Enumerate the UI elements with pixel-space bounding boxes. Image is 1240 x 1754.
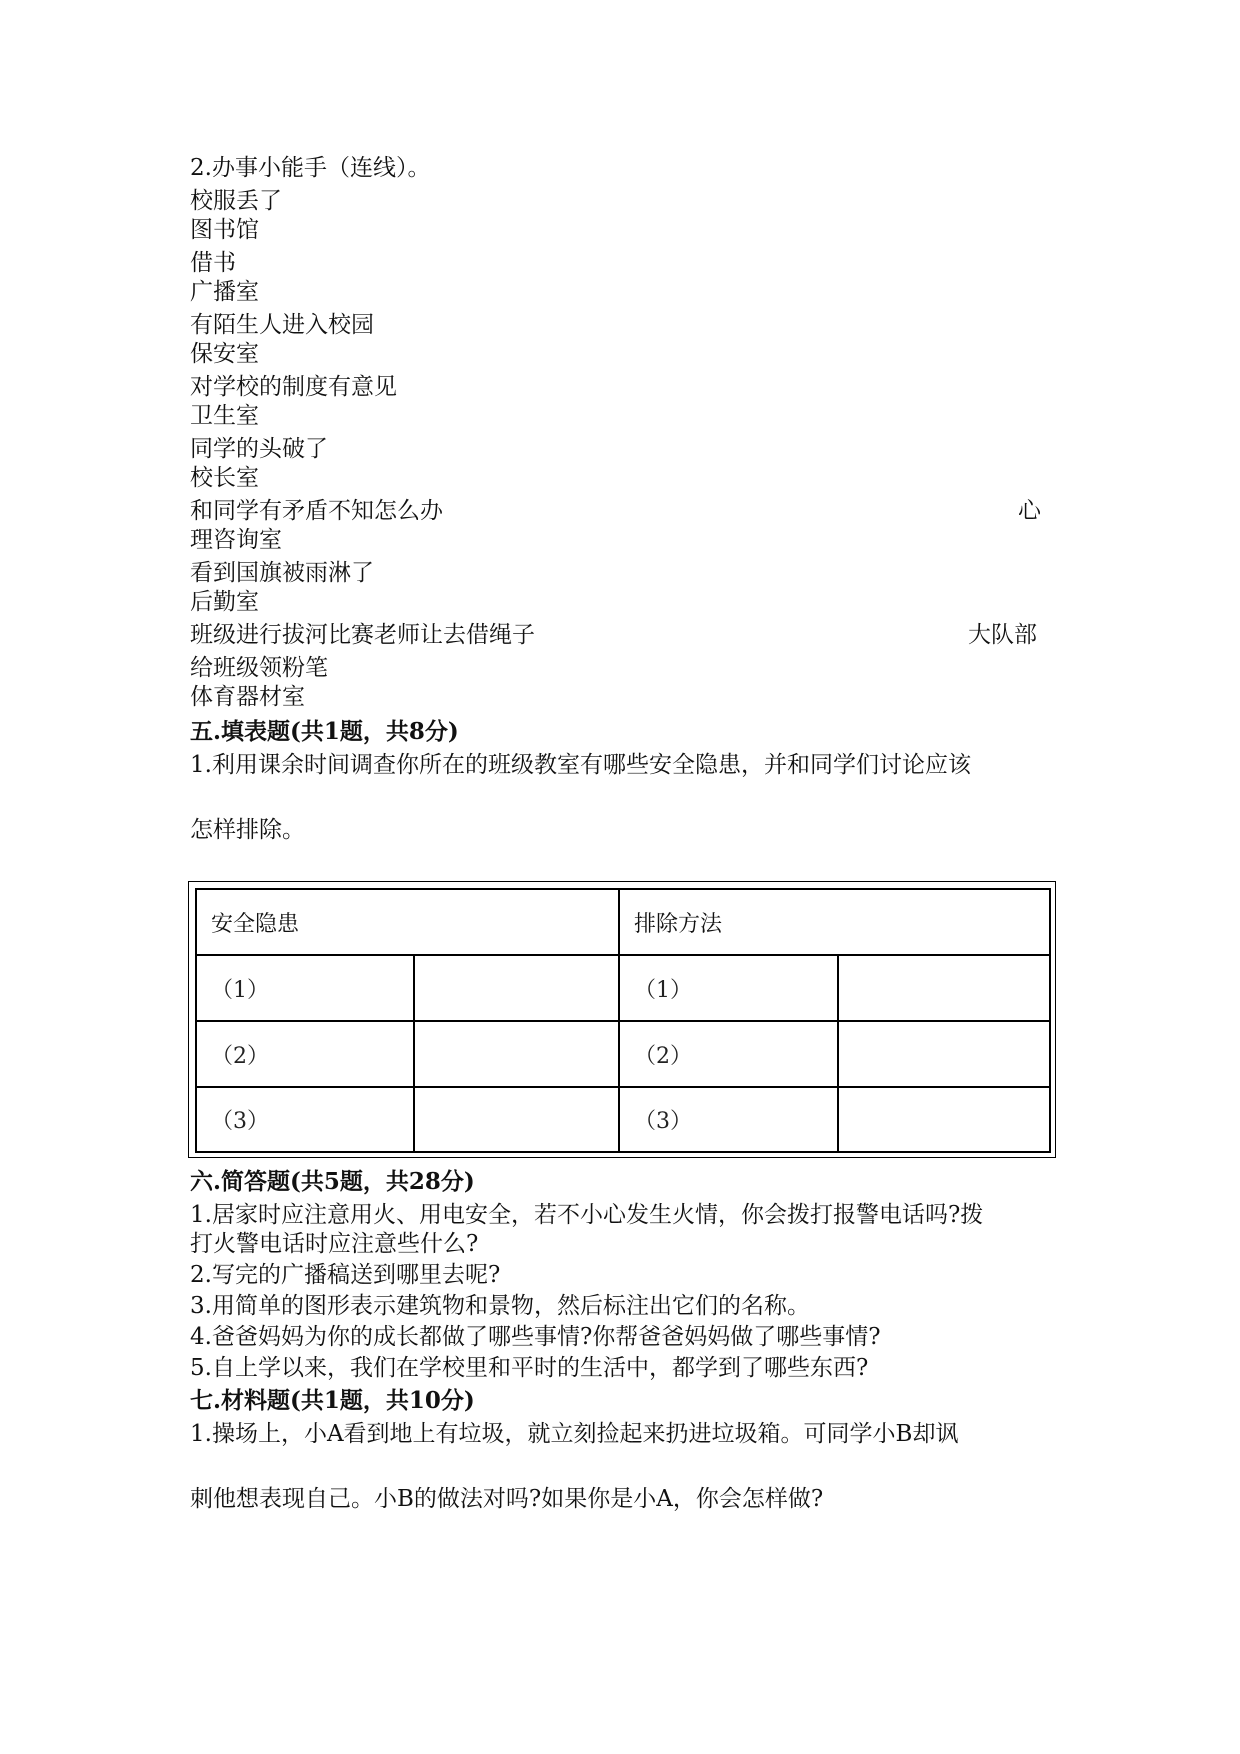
match-item: 同学的头破了 (190, 436, 328, 462)
match-item: 体育器材室 (190, 684, 305, 710)
question-text: 怎样排除。 (190, 817, 305, 843)
match-item: 校服丢了 (190, 188, 282, 214)
row-number: （3） (196, 1087, 414, 1152)
answer-cell[interactable] (414, 1021, 619, 1087)
answer-cell[interactable] (414, 1087, 619, 1152)
section-heading: 五.填表题(共1题，共8分) (190, 718, 459, 745)
match-item: 校长室 (190, 465, 259, 491)
match-item: 卫生室 (190, 403, 259, 429)
question-text: 5.自上学以来，我们在学校里和平时的生活中，都学到了哪些东西? (190, 1355, 869, 1381)
answer-table (195, 888, 1051, 1153)
row-number: （2） (196, 1021, 414, 1087)
question-text: 1.居家时应注意用火、用电安全，若不小心发生火情，你会拨打报警电话吗?拨 (190, 1202, 984, 1228)
table-row (196, 1021, 1050, 1087)
answer-cell[interactable] (838, 955, 1050, 1021)
match-item: 和同学有矛盾不知怎么办 (190, 498, 443, 524)
match-item: 理咨询室 (190, 527, 282, 553)
answer-cell[interactable] (838, 1087, 1050, 1152)
question-text: 刺他想表现自己。小B的做法对吗?如果你是小A，你会怎样做? (190, 1486, 824, 1512)
question-text: 3.用简单的图形表示建筑物和景物，然后标注出它们的名称。 (190, 1293, 810, 1319)
match-item: 对学校的制度有意见 (190, 374, 397, 400)
match-item: 图书馆 (190, 217, 259, 243)
match-item: 班级进行拔河比赛老师让去借绳子 (190, 622, 535, 648)
table-header-hazard: 安全隐患 (196, 889, 619, 955)
row-number: （3） (619, 1087, 838, 1152)
table-row (196, 1087, 1050, 1152)
match-item: 后勤室 (190, 589, 259, 615)
section-heading: 七.材料题(共1题，共10分) (190, 1387, 475, 1414)
question-text: 4.爸爸妈妈为你的成长都做了哪些事情?你帮爸爸妈妈做了哪些事情? (190, 1324, 881, 1350)
answer-table-frame (188, 881, 1056, 1158)
row-number: （1） (619, 955, 838, 1021)
match-item: 给班级领粉笔 (190, 655, 328, 681)
match-item: 借书 (190, 250, 236, 276)
answer-cell[interactable] (838, 1021, 1050, 1087)
table-row (196, 955, 1050, 1021)
match-item-fragment: 大队部 (968, 622, 1037, 648)
answer-cell[interactable] (414, 955, 619, 1021)
match-item: 有陌生人进入校园 (190, 312, 374, 338)
question-text: 1.利用课余时间调查你所在的班级教室有哪些安全隐患，并和同学们讨论应该 (190, 752, 971, 778)
match-item: 保安室 (190, 341, 259, 367)
question-text: 打火警电话时应注意些什么? (190, 1231, 479, 1257)
row-number: （1） (196, 955, 414, 1021)
question-text: 2.写完的广播稿送到哪里去呢? (190, 1262, 501, 1288)
match-item: 看到国旗被雨淋了 (190, 560, 374, 586)
row-number: （2） (619, 1021, 838, 1087)
match-item: 广播室 (190, 279, 259, 305)
section-heading: 六.简答题(共5题，共28分) (190, 1168, 475, 1195)
question-text: 1.操场上，小A看到地上有垃圾，就立刻捡起来扔进垃圾箱。可同学小B却讽 (190, 1421, 959, 1447)
table-header-method: 排除方法 (619, 889, 1050, 955)
question-title: 2.办事小能手（连线）。 (190, 155, 431, 181)
match-item-fragment: 心 (1018, 498, 1041, 524)
